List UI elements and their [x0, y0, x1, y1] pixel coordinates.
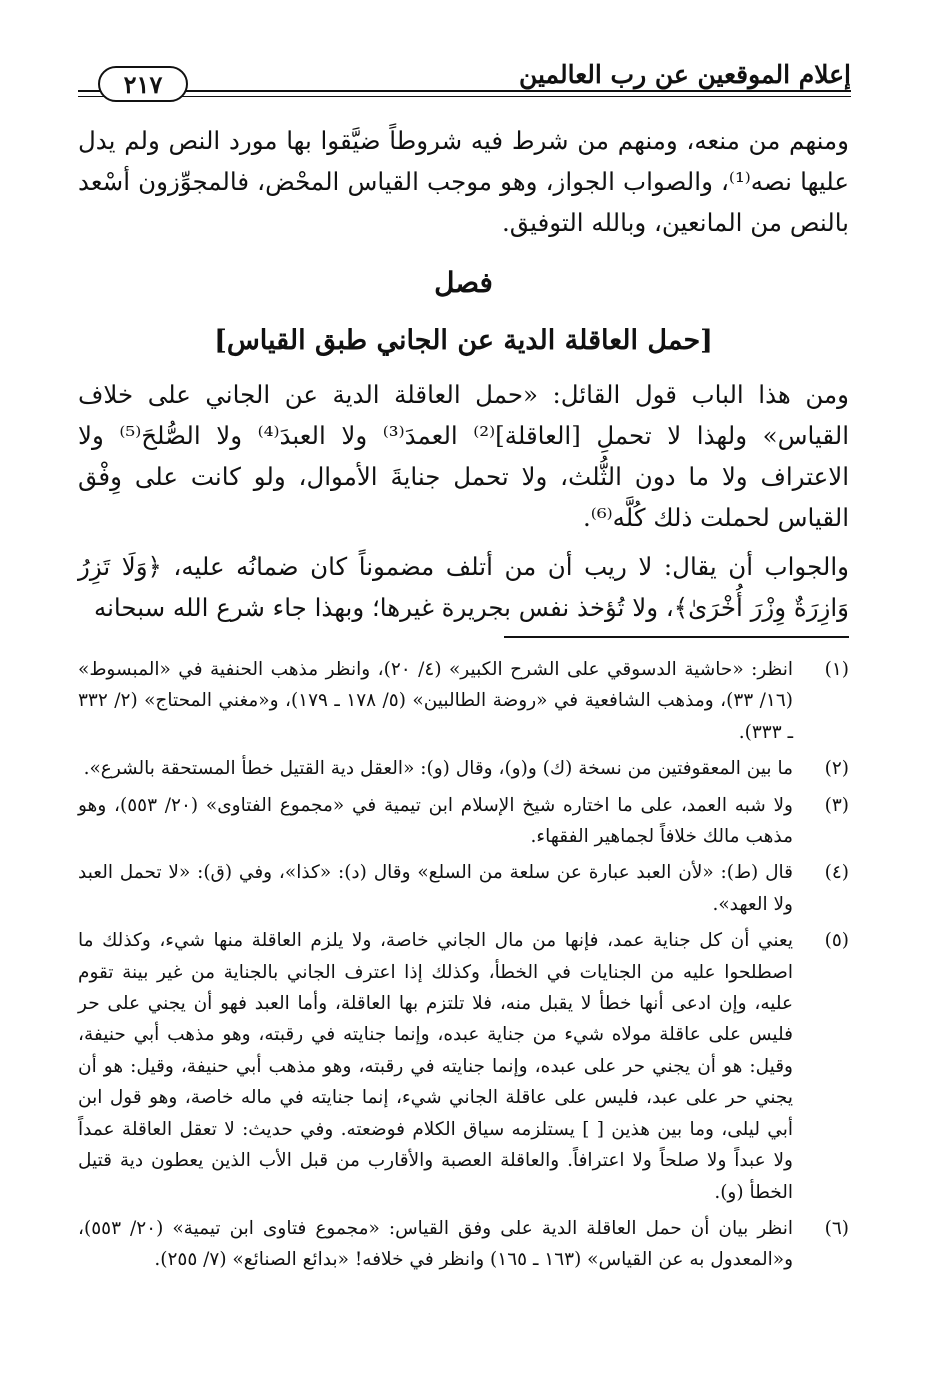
footnotes — [78, 654, 849, 1281]
footnote-item — [78, 857, 849, 920]
footnote-number: (٤) — [824, 862, 849, 884]
footnote-item — [78, 654, 849, 748]
footnote-number: (٥) — [824, 930, 849, 952]
intro-text: ومنهم من منعه، ومنهم من شرط فيه شروطاً ضيَّقوا بها مورد النص ولم يدل عليها نصه⁽¹⁾، والصواب الجواز، وهو موجب القياس المحْض، فالمجوِّزون أسْعد بالنص من المانعين، وبالله التوفيق. — [78, 126, 849, 237]
footnote-text: ما بين المعقوفتين من نسخة (ك) و(و)، وقال (و): «العقل دية القتيل خطأ المستحقة بالشرع». — [83, 758, 793, 780]
footnote-text: يعني أن كل جناية عمد، فإنها من مال الجاني خاصة، ولا يلزم العاقلة منها شيء، وكذلك ما اصطلحوا عليه من الجنايات في الخطأ، وكذلك إذا اعترف الجاني بالجناية من غير بينة تقوم عليه، وإن ادعى أنها خطأ لا يقبل منه، فلا تلتزم بها العاقلة، وأما العبد فهو أن يجني على حر فليس على عاقلة مولاه شيء من جناية عبده، وإنما جنايته في رقبته، وهو مذهب أبي حنيفة، وقيل: هو أن يجني حر على عبده، وإنما جنايته في رقبته، وهو مذهب أبي حنيفة، وقيل: هو أن يجني حر على عبد، فليس على عاقلة الجاني شيء، إنما جنايته في ماله خاصة، وهو قول ابن أبي ليلى، وما بين هذين [ ] يستلزمه سياق الكلام فوضعته. وفي حديث: لا تعقل العاقلة عمداً ولا عبداً ولا صلحاً ولا اعترافاً. والعاقلة العصبة والأقارب من قبل الأب الذين يعطون دية قتيل الخطأ (و). — [78, 930, 793, 1203]
footnote-item — [78, 753, 849, 784]
header-rule-top — [78, 90, 851, 92]
footnote-text: قال (ط): «لأن العبد عبارة عن سلعة من السلع» وقال (د): «كذا»، وفي (ق): «لا تحمل العبد ولا العهد». — [78, 862, 793, 915]
footnote-text: ولا شبه العمد، على ما اختاره شيخ الإسلام ابن تيمية في «مجموع الفتاوى» (٢٠/ ٥٥٣)، وهو مذهب مالك خلافاً لجماهير الفقهاء. — [78, 794, 793, 848]
footnote-text: انظر: «حاشية الدسوقي على الشرح الكبير» (٤/ ٢٠)، وانظر مذهب الحنفية في «المبسوط» (١٦/ ٣٣)، ومذهب الشافعية في «روضة الطالبين» (٥/ ١٧٨ ـ ١٧٩)، و«مغني المحتاج» (٢/ ٣٣٢ ـ ٣٣٣). — [78, 659, 793, 743]
footnote-text: انظر بيان أن حمل العاقلة الدية على وفق القياس: «مجموع فتاوى ابن تيمية» (٢٠/ ٥٥٣)، و«المعدول به عن القياس» (١٦٣ ـ ١٦٥) وانظر في خلافه! «بدائع الصنائع» (٧/ ٢٥٥). — [78, 1217, 793, 1271]
footnote-number: (٢) — [824, 758, 849, 780]
intro-paragraph — [78, 120, 849, 243]
paragraph-1: ومن هذا الباب قول القائل: «حمل العاقلة الدية عن الجاني على خلاف القياس» ولهذا لا تحملِ [العاقلة]⁽²⁾ العمدَ⁽³⁾ ولا العبدَ⁽⁴⁾ ولا الصُّلحَ⁽⁵⁾ ولا الاعتراف ولا ما دون الثُّلث، ولا تحمل جنايةَ الأموال، ولو كانت على وِفْق القياس لحملت ذلك كُلَّه⁽⁶⁾. — [78, 380, 849, 532]
footnote-number: (١) — [824, 659, 849, 680]
section-title: [حمل العاقلة الدية عن الجاني طبق القياس] — [214, 325, 713, 356]
footnote-item — [78, 1213, 849, 1276]
paragraph-2: والجواب أن يقال: لا ريب أن من أتلف مضموناً كان ضمانُه عليه، ﴿وَلَا تَزِرُ وَازِرَةٌ وِزْرَ أُخْرَىٰ﴾، ولا تُؤخذ نفس بجريرة غيرها؛ وبهذا جاء شرع الله سبحانه — [78, 552, 849, 622]
page-number-badge: ٢١٧ — [98, 66, 188, 102]
footnote-item — [78, 925, 849, 1208]
footnote-number: (٣) — [824, 794, 849, 816]
footnote-number: (٦) — [824, 1217, 849, 1239]
running-header-title: إعلام الموقعين عن رب العالمين — [518, 60, 851, 89]
main-text — [78, 374, 849, 628]
footnote-separator — [504, 636, 849, 638]
footnote-item — [78, 790, 849, 853]
header-rule-bottom — [78, 96, 851, 97]
section-label: فصل — [434, 266, 493, 299]
